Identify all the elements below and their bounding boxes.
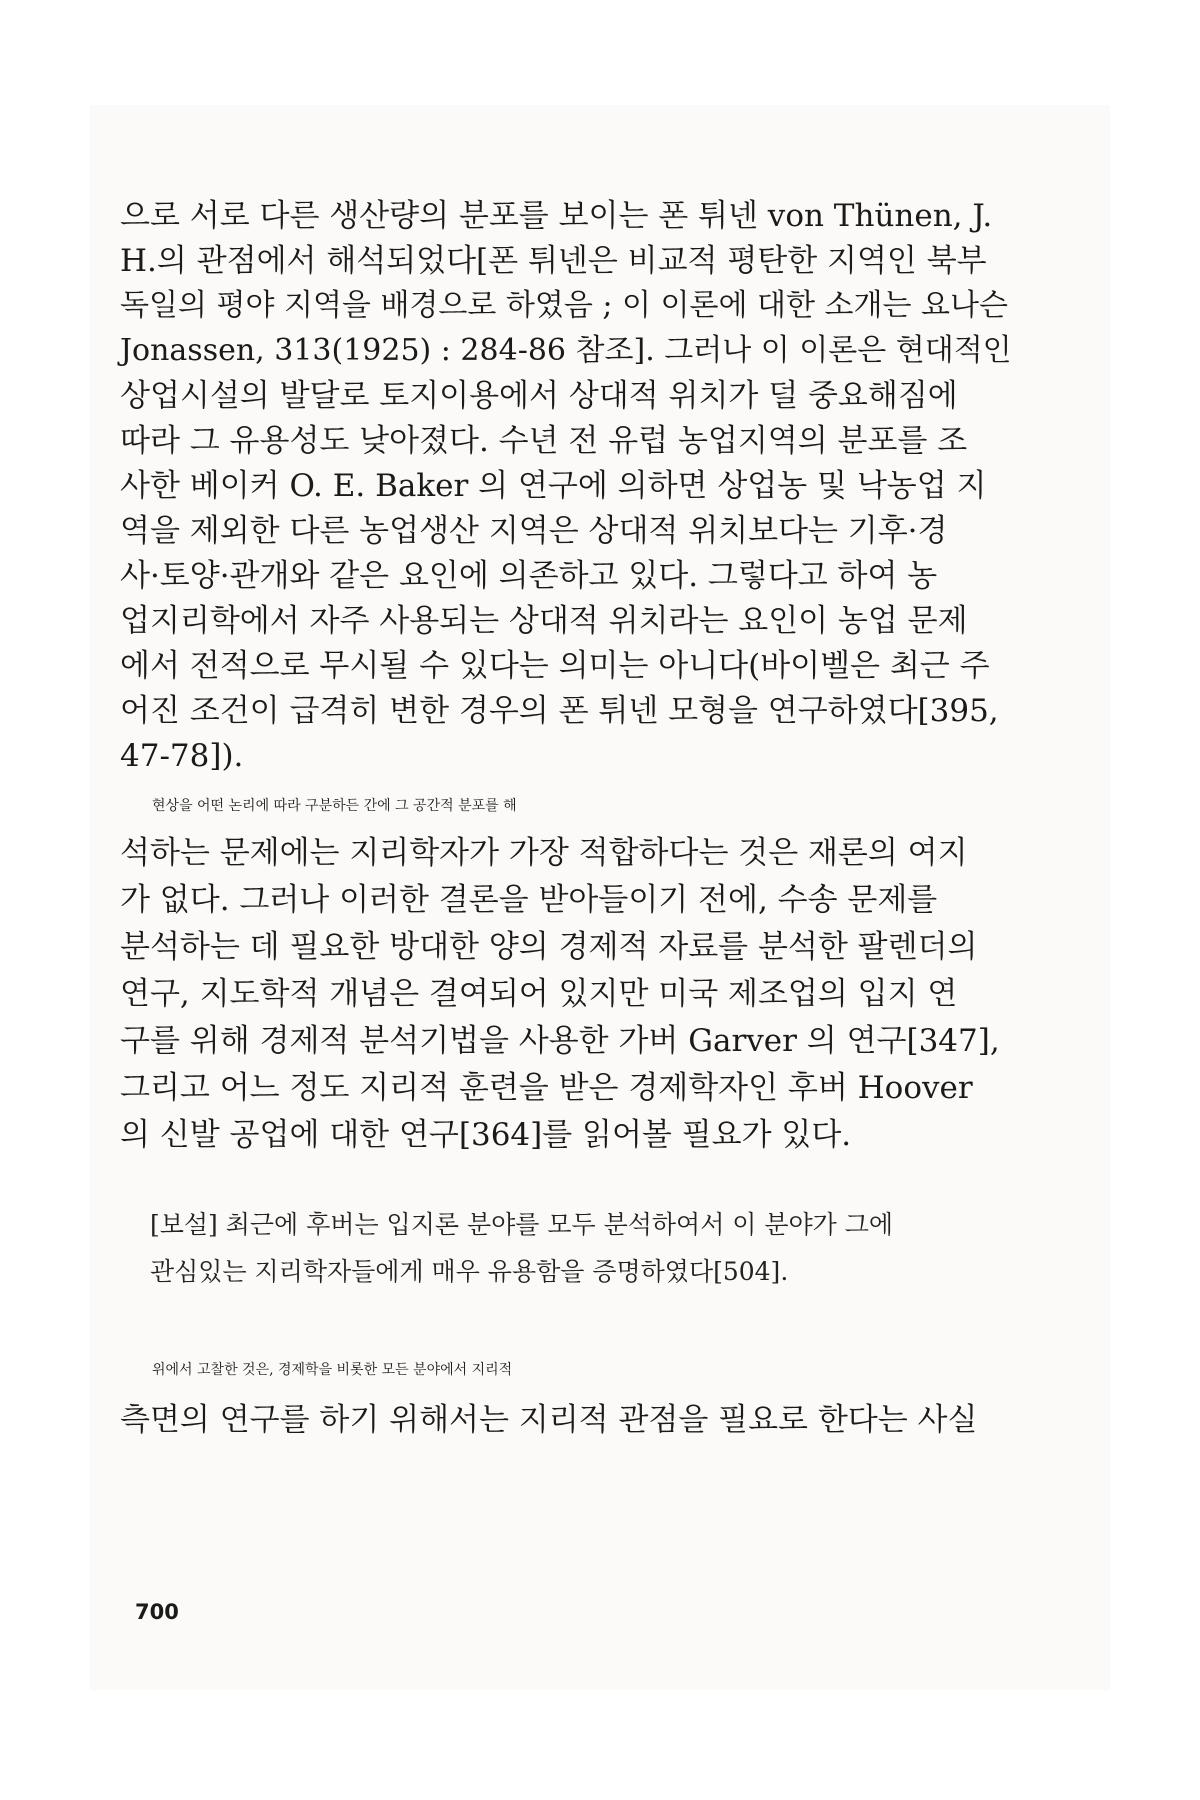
text-line: 으로 서로 다른 생산량의 분포를 보이는 폰 튀넨 von Thünen, J. <box>120 198 993 234</box>
text-line: 에서 전적으로 무시될 수 있다는 의미는 아니다(바이벨은 최근 주 <box>120 648 990 684</box>
text-line: Jonassen, 313(1925) : 284-86 참조]. 그러나 이 이론은 현대적인 <box>120 333 1012 368</box>
text-line: 현상을 어떤 논리에 따라 구분하든 간에 그 공간적 분포를 해 <box>152 798 517 814</box>
text-line: 석하는 문제에는 지리학자가 가장 적합하다는 것은 재론의 여지 <box>120 835 968 871</box>
note-line: [보설] 최근에 후버는 입지론 분야를 모두 분석하여서 이 분야가 그에 <box>150 1210 894 1239</box>
text-line: 연구, 지도학적 개념은 결여되어 있지만 미국 제조업의 입지 연 <box>120 976 958 1012</box>
text-line: 가 없다. 그러나 이러한 결론을 받아들이기 전에, 수송 문제를 <box>120 882 938 918</box>
text-line: 사·토양·관개와 같은 요인에 의존하고 있다. 그렇다고 하여 농 <box>120 558 938 594</box>
text-line: 분석하는 데 필요한 방대한 양의 경제적 자료를 분석한 팔렌더의 <box>120 929 978 965</box>
text-line: 47-78]). <box>120 738 244 774</box>
text-line: 상업시설의 발달로 토지이용에서 상대적 위치가 덜 중요해짐에 <box>120 378 958 414</box>
text-line: 어진 조건이 급격히 변한 경우의 폰 튀넨 모형을 연구하였다[395, <box>120 693 999 729</box>
text-line: 위에서 고찰한 것은, 경제학을 비롯한 모든 분야에서 지리적 <box>152 1362 513 1378</box>
text-line: 따라 그 유용성도 낮아졌다. 수년 전 유럽 농업지역의 분포를 조 <box>120 423 968 459</box>
text-line: H.의 관점에서 해석되었다[폰 튀넨은 비교적 평탄한 지역인 북부 <box>120 243 987 279</box>
text-line: 사한 베이커 O. E. Baker 의 연구에 의하면 상업농 및 낙농업 지 <box>120 468 987 504</box>
text-line: 독일의 평야 지역을 배경으로 하였음 ; 이 이론에 대한 소개는 요나슨 <box>120 288 1008 323</box>
note-line: 관심있는 지리학자들에게 매우 유용함을 증명하였다[504]. <box>150 1257 789 1286</box>
text-line: 업지리학에서 자주 사용되는 상대적 위치라는 요인이 농업 문제 <box>120 603 968 639</box>
text-line: 구를 위해 경제적 분석기법을 사용한 가버 Garver 의 연구[347], <box>120 1023 1000 1059</box>
text-line: 측면의 연구를 하기 위해서는 지리적 관점을 필요로 한다는 사실 <box>120 1402 978 1438</box>
text-line: 그리고 어느 정도 지리적 훈련을 받은 경제학자인 후버 Hoover <box>120 1070 973 1106</box>
text-line: 역을 제외한 다른 농업생산 지역은 상대적 위치보다는 기후·경 <box>120 513 948 549</box>
text-line: 의 신발 공업에 대한 연구[364]를 읽어볼 필요가 있다. <box>120 1117 852 1153</box>
page-number: 700 <box>135 1600 179 1624</box>
